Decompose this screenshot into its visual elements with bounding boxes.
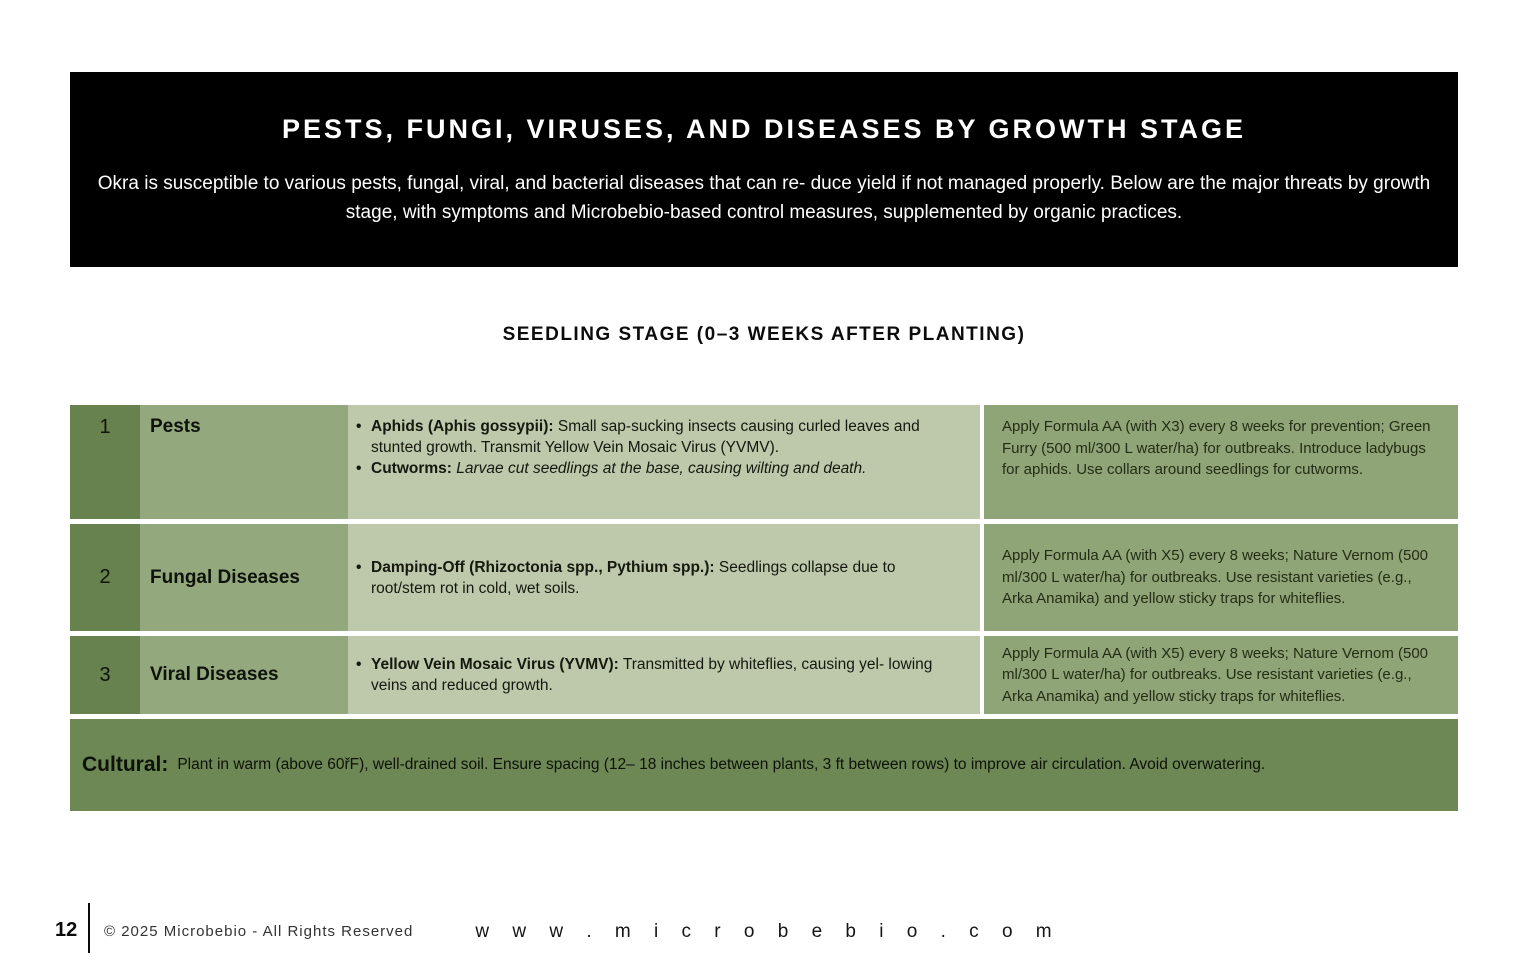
bullet-label: Aphids (Aphis gossypii): <box>371 418 554 435</box>
intro-paragraph: Okra is susceptible to various pests, fungal, viral, and bacterial diseases that can re- duce yield if not managed properly. Below are the major threats by growth stage, with symptoms and Microbebio-based control measures, supplemented by organic practices. <box>97 173 1431 223</box>
row-control: Apply Formula AA (with X3) every 8 weeks for prevention; Green Furry (500 ml/300 L water/ha) for outbreaks. Introduce ladybugs for aphids. Use collars around seedlings for cutworms. <box>984 405 1458 519</box>
bullet-text <box>371 654 962 696</box>
bullet-text <box>371 416 962 458</box>
row-description <box>348 405 980 519</box>
copyright-text: © 2025 Microbebio - All Rights Reserved <box>104 923 414 940</box>
bullet-icon: • <box>356 418 362 435</box>
bullet-icon: • <box>356 558 362 576</box>
row-description <box>348 524 980 631</box>
bullet-icon: • <box>356 460 362 477</box>
section-heading: SEEDLING STAGE (0–3 WEEKS AFTER PLANTING) <box>502 324 1026 345</box>
stage-table <box>70 405 1458 811</box>
page-number: 12 <box>55 919 78 941</box>
table-row <box>70 636 1458 714</box>
bullet-text <box>371 458 962 479</box>
bullet-icon: • <box>356 656 362 673</box>
website-text: w w w . m i c r o b e b i o . c o m <box>475 921 1061 942</box>
bullet-text <box>371 557 962 599</box>
bullet-label: Yellow Vein Mosaic Virus (YVMV): <box>371 656 619 673</box>
table-row <box>70 524 1458 631</box>
page-title: PESTS, FUNGI, VIRUSES, AND DISEASES BY GROWTH STAGE <box>281 114 1247 144</box>
bullet-label: Cutworms: <box>371 460 452 477</box>
cultural-text: Plant in warm (above 60řF), well-drained soil. Ensure spacing (12– 18 inches between plants, 3 ft between rows) to improve air circulation. Avoid overwatering. <box>177 756 1266 773</box>
row-category: Fungal Diseases <box>140 524 348 631</box>
cultural-label: Cultural: <box>82 753 169 776</box>
bullet-item <box>356 654 962 696</box>
row-number: 1 <box>70 405 140 519</box>
bullet-item <box>356 557 962 599</box>
cultural-row <box>70 719 1458 811</box>
row-control: Apply Formula AA (with X5) every 8 weeks; Nature Vernom (500 ml/300 L water/ha) for outbreaks. Use resistant varieties (e.g., Arka Anamika) and yellow sticky traps for whiteflies. <box>984 524 1458 631</box>
row-category: Viral Diseases <box>140 636 348 714</box>
bullet-detail: Transmitted by whiteflies, causing yel- lowing veins and reduced growth. <box>371 656 933 694</box>
row-number: 2 <box>70 524 140 631</box>
bullet-item <box>356 458 962 479</box>
bullet-label: Damping-Off (Rhizoctonia spp., Pythium spp.): <box>371 558 715 576</box>
table-rows <box>70 405 1458 714</box>
row-control: Apply Formula AA (with X5) every 8 weeks; Nature Vernom (500 ml/300 L water/ha) for outbreaks. Use resistant varieties (e.g., Arka Anamika) and yellow sticky traps for whiteflies. <box>984 636 1458 714</box>
header-banner <box>70 72 1458 267</box>
bullet-item <box>356 416 962 458</box>
bullet-detail: Larvae cut seedlings at the base, causing wilting and death. <box>451 460 867 477</box>
bullet-detail: Seedlings collapse due to root/stem rot in cold, wet soils. <box>371 558 896 597</box>
bullet-detail: Small sap-sucking insects causing curled leaves and stunted growth. Transmit Yellow Vein Mosaic Virus (YVMV). <box>371 418 920 456</box>
table-row <box>70 405 1458 519</box>
row-category: Pests <box>140 405 348 519</box>
row-description <box>348 636 980 714</box>
row-number: 3 <box>70 636 140 714</box>
